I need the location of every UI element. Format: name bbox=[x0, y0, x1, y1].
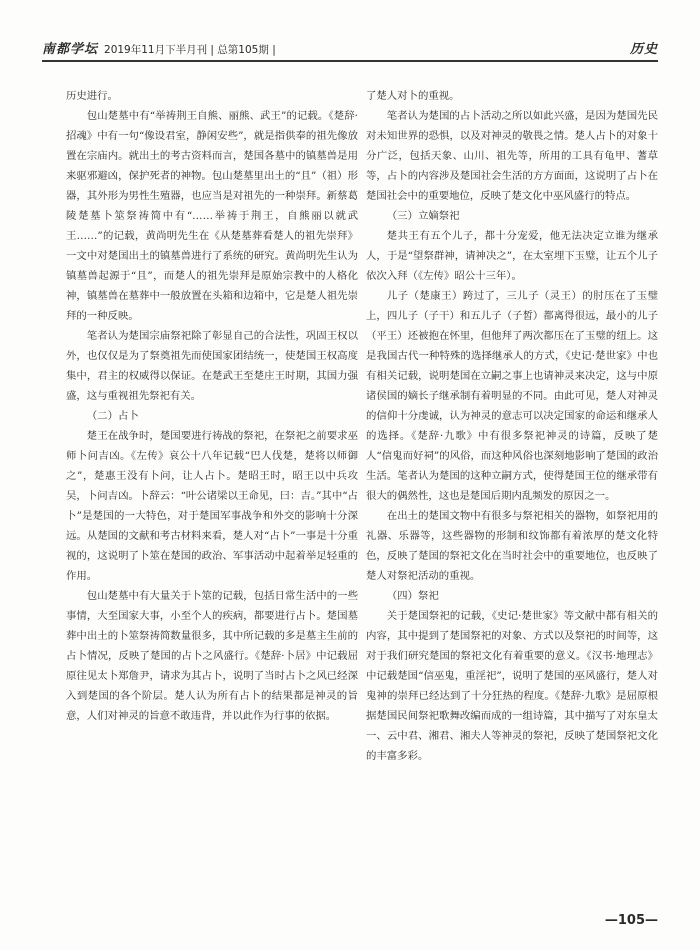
paragraph: 关于楚国祭祀的记载，《史记·楚世家》等文献中都有相关的内容，其中提到了楚国祭祀的对象、方式以及祭祀的时间等，这对于我们研究楚国的祭祀文化有着重要的意义。《汉书·地理志》中记载楚国“信巫鬼，重淫祀”，说明了楚国的巫风盛行，楚人对鬼神的崇拜已经达到了十分狂热的程度。《楚辞·九歌》是屈原根据楚国民间祭祀歌舞改编而成的一组诗篇，其中描写了对东皇太一、云中君、湘君、湘夫人等神灵的祭祀，反映了楚国祭祀文化的丰富多彩。 bbox=[366, 610, 658, 762]
page-header bbox=[42, 28, 658, 62]
paragraph: 历史进行。 bbox=[66, 90, 118, 102]
page-number: —105— bbox=[604, 913, 658, 928]
paragraph: 笔者认为楚国的占卜活动之所以如此兴盛，是因为楚国先民对未知世界的恐惧，以及对神灵的敬畏之情。楚人占卜的对象十分广泛，包括天象、山川、祖先等，所用的工具有龟甲、蓍草等，占卜的内容涉及楚国社会生活的方方面面，这说明了占卜在楚国社会中的重要地位，反映了楚文化中巫风盛行的特点。 bbox=[366, 110, 658, 202]
paragraph: 包山楚墓中有大量关于卜筮的记载，包括日常生活中的一些事情，大至国家大事，小至个人的疾病，都要进行占卜。楚国墓葬中出土的卜筮祭祷简数量很多，其中所记载的多是墓主生前的占卜情况，反映了楚国的占卜之风盛行。《楚辞·卜居》中记载屈原往见太卜郑詹尹，请求为其占卜，说明了当时占卜之风已经深入到楚国的各个阶层。楚人认为所有占卜的结果都是神灵的旨意，人们对神灵的旨意不敢违背，并以此作为行事的依据。 bbox=[66, 590, 358, 722]
paragraph: 在出土的楚国文物中有很多与祭祀相关的器物，如祭祀用的礼器、乐器等，这些器物的形制和纹饰都有着浓厚的楚文化特色，反映了楚国的祭祀文化在当时社会中的重要地位，也反映了楚人对祭祀活动的重视。 bbox=[366, 510, 658, 582]
header-left bbox=[42, 38, 276, 57]
paragraph: 了楚人对卜的重视。 bbox=[366, 90, 460, 102]
section-heading: （二）占卜 bbox=[86, 410, 139, 422]
section-heading: （四）祭祀 bbox=[386, 590, 439, 602]
paragraph: 包山楚墓中有“举祷荆王自熊、丽熊、武王”的记载。《楚辞·招魂》中有一句“像设君室，静闲安些”，就是指供奉的祖先像放置在宗庙内。就出土的考古资料而言，楚国各墓中的镇墓兽是用来驱邪避凶，保护死者的神物。包山楚墓里出土的“且”（祖）形器，其外形为男性生殖器，也应当是对祖先的一种崇拜。新蔡葛陵楚墓卜筮祭祷简中有“……举祷于荆王，自熊丽以就武王……”的记载，黄尚明先生在《从楚墓葬看楚人的祖先崇拜》一文中对楚国出土的镇墓兽进行了系统的研究。黄尚明先生认为镇墓兽起源于“且”，而楚人的祖先崇拜是原始宗教中的人格化神，镇墓兽在墓葬中一般放置在头箱和边箱中，它是楚人祖先崇拜的一种反映。 bbox=[66, 110, 358, 322]
paragraph: 楚王在战争时，楚国要进行祷战的祭祀，在祭祀之前要求巫师卜问吉凶。《左传》哀公十八年记载“巴人伐楚，楚将以师御之”，楚惠王没有卜问，让人占卜。楚昭王时，昭王以中兵攻吴，卜问吉凶。卜辞云：“叶公诸梁以王命见，曰：吉。”其中“占卜”是楚国的一大特色，对于楚国军事战争和外交的影响十分深远。从楚国的文献和考古材料来看，楚人对“占卜”一事是十分重视的，这说明了卜筮在楚国的政治、军事活动中起着举足轻重的作用。 bbox=[66, 430, 358, 582]
paragraph: 楚共王有五个儿子，都十分宠爱，他无法决定立谁为继承人，于是“望祭群神，请神决之”，在太室埋下玉璧，让五个儿子依次入拜（《左传》昭公十三年）。 bbox=[366, 230, 658, 282]
section-heading: （三）立嫡祭祀 bbox=[386, 210, 460, 222]
journal-logo: 南都学坛 bbox=[42, 42, 99, 57]
article-body bbox=[66, 86, 658, 892]
section-name: 历史 bbox=[629, 42, 658, 57]
paragraph: 儿子（楚康王）跨过了，三儿子（灵王）的肘压在了玉璧上，四儿子（子干）和五儿子（子皙）都离得很远，最小的儿子（平王）还被抱在怀里，但他拜了两次都压在了玉璧的纽上。这是我国古代一种特殊的选择继承人的方式，《史记·楚世家》中也有相关记载，说明楚国在立嗣之事上也请神灵来决定，这与中原诸侯国的嫡长子继承制有着明显的不同。由此可见，楚人对神灵的信仰十分虔诚，认为神灵的意志可以决定国家的命运和继承人的选择。《楚辞·九歌》中有很多祭祀神灵的诗篇，反映了楚人“信鬼而好祠”的风俗，而这种风俗也深刻地影响了楚国的政治生活。笔者认为楚国的这种立嗣方式，使得楚国王位的继承带有很大的偶然性，这也是楚国后期内乱频发的原因之一。 bbox=[366, 290, 658, 502]
issue-info: 2019年11月下半月刊 | 总第105期 | bbox=[104, 44, 276, 56]
right-column bbox=[366, 86, 658, 892]
left-column bbox=[66, 86, 358, 892]
paragraph: 笔者认为楚国宗庙祭祀除了彰显自己的合法性，巩固王权以外，也仅仅是为了祭奠祖先而使国家团结统一，使楚国王权高度集中，君主的权威得以保证。在楚武王至楚庄王时期，其国力强盛，这与重视祖先祭祀有关。 bbox=[66, 330, 358, 402]
